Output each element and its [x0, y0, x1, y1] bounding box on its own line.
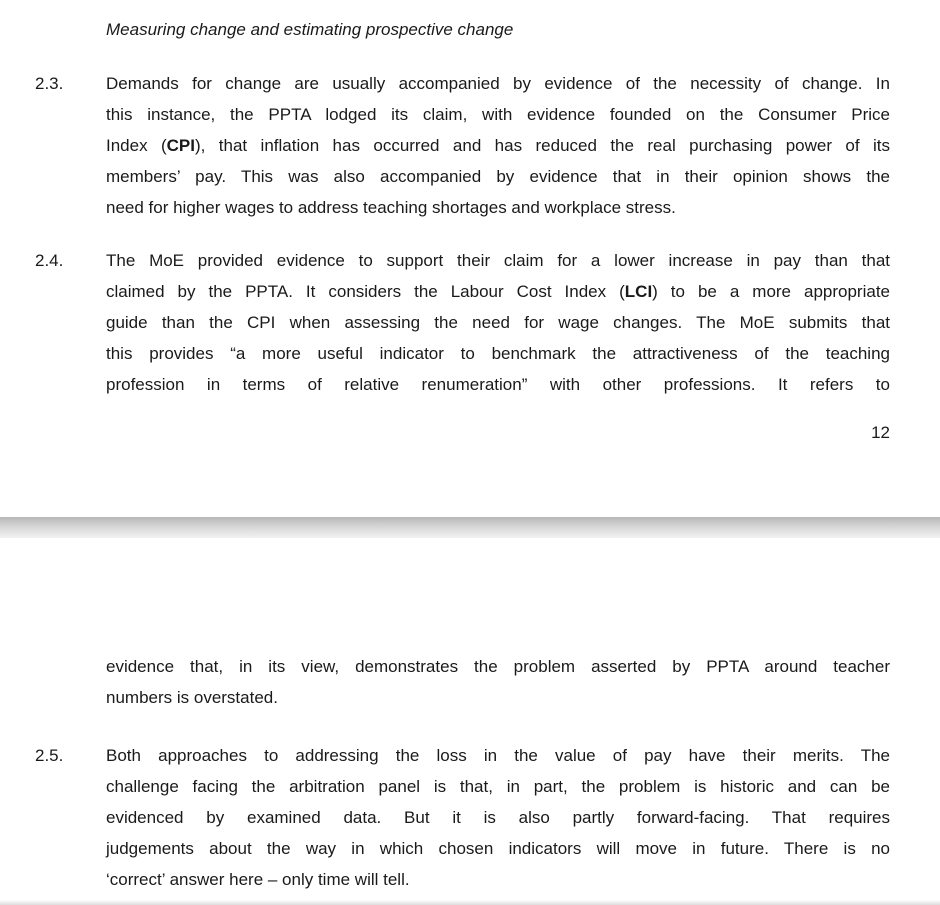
text-line: need for higher wages to address teaching shortages and workplace stress.: [106, 198, 676, 217]
text-line: numbers is overstated.: [106, 688, 278, 707]
paragraph-2-4: [35, 245, 890, 400]
page-separator: [0, 517, 940, 538]
section-heading: Measuring change and estimating prospective change: [106, 20, 514, 39]
text-line: evidenced by examined data. But it is also partly forward-facing. That requires: [106, 808, 890, 827]
text-line: claimed by the PPTA. It considers the Labour Cost Index (LCI) to be a more appropriate: [106, 282, 890, 301]
text-line: The MoE provided evidence to support their claim for a lower increase in pay than that: [106, 251, 890, 270]
paragraph-number: 2.4.: [35, 251, 64, 270]
text-line: challenge facing the arbitration panel is that, in part, the problem is historic and can be: [106, 777, 890, 796]
paragraph-2-3: [35, 68, 890, 223]
text-line: ‘correct’ answer here – only time will tell.: [106, 870, 410, 889]
text-line: guide than the CPI when assessing the need for wage changes. The MoE submits that: [106, 313, 890, 332]
text-line: judgements about the way in which chosen indicators will move in future. There is no: [106, 839, 890, 858]
text-line: Demands for change are usually accompanied by evidence of the necessity of change. In: [106, 74, 890, 93]
next-page-separator-edge: [0, 900, 940, 905]
text-line: Both approaches to addressing the loss in the value of pay have their merits. The: [106, 746, 890, 765]
text-line: this provides “a more useful indicator to benchmark the attractiveness of the teaching: [106, 344, 890, 363]
paragraph-number: 2.5.: [35, 746, 64, 765]
paragraph-2-5: [35, 740, 890, 895]
text-line: evidence that, in its view, demonstrates the problem asserted by PPTA around teacher: [106, 657, 890, 676]
text-line: profession in terms of relative renumeration” with other professions. It refers to: [106, 375, 890, 394]
text-line: this instance, the PPTA lodged its claim, with evidence founded on the Consumer Price: [106, 105, 890, 124]
text-line: Index (CPI), that inflation has occurred and has reduced the real purchasing power of its: [106, 136, 890, 155]
text-line: members’ pay. This was also accompanied by evidence that in their opinion shows the: [106, 167, 890, 186]
page-number: 12: [871, 423, 890, 442]
paragraph-2-4-continuation: [35, 651, 890, 713]
paragraph-number: 2.3.: [35, 74, 64, 93]
